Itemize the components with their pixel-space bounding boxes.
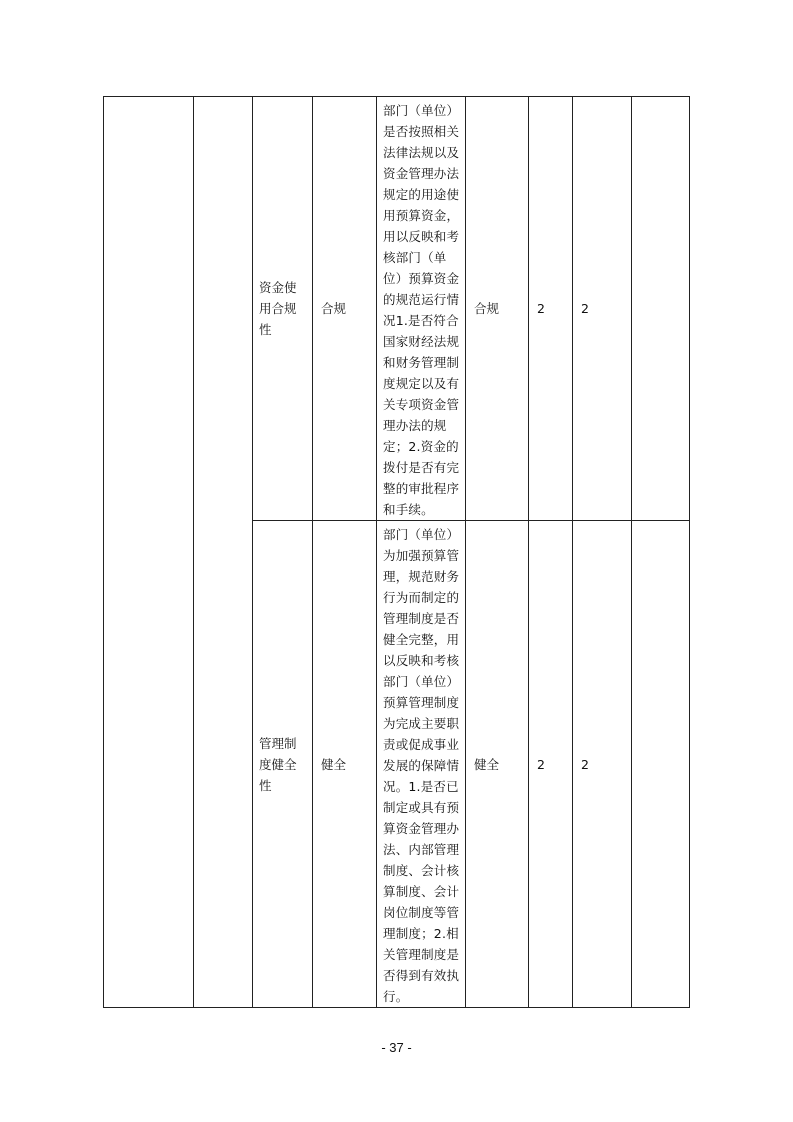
performance-table <box>103 96 690 1008</box>
table-row <box>104 97 690 521</box>
score-cell: 2 <box>573 97 632 521</box>
note-cell <box>632 521 690 1008</box>
note-cell <box>632 97 690 521</box>
weight-cell: 2 <box>529 521 573 1008</box>
score-cell: 2 <box>573 521 632 1008</box>
page-number: - 37 - <box>381 1040 412 1055</box>
description-cell <box>377 521 466 1008</box>
description-text: 部门（单位）为加强预算管理，规范财务行为而制定的管理制度是否健全完整，用以反映和考核部门（单位）预算管理制度为完成主要职责或促成事业发展的保障情况。1.是否已制定或具有预算资金管理办法、内部管理制度、会计核算制度、会计岗位制度等管理制度；2.相关管理制度是否得到有效执行。 <box>383 527 460 1004</box>
standard-cell: 健全 <box>313 521 377 1008</box>
weight-cell: 2 <box>529 97 573 521</box>
level2-indicator-cell <box>194 97 253 1008</box>
indicator-text: 资金使用合规性 <box>259 280 297 337</box>
evaluation-cell: 健全 <box>466 521 529 1008</box>
indicator-cell <box>253 97 313 521</box>
indicator-text: 管理制度健全性 <box>259 735 297 793</box>
standard-cell: 合规 <box>313 97 377 521</box>
description-cell <box>377 97 466 521</box>
indicator-cell <box>253 521 313 1008</box>
evaluation-cell: 合规 <box>466 97 529 521</box>
description-text: 部门（单位）是否按照相关法律法规以及资金管理办法规定的用途使用预算资金，用以反映和考核部门（单位）预算资金的规范运行情况1.是否符合国家财经法规和财务管理制度规定以及有关专项资金管理办法的规定；2.资金的拨付是否有完整的审批程序和手续。 <box>383 103 460 517</box>
level1-indicator-cell <box>104 97 194 1008</box>
